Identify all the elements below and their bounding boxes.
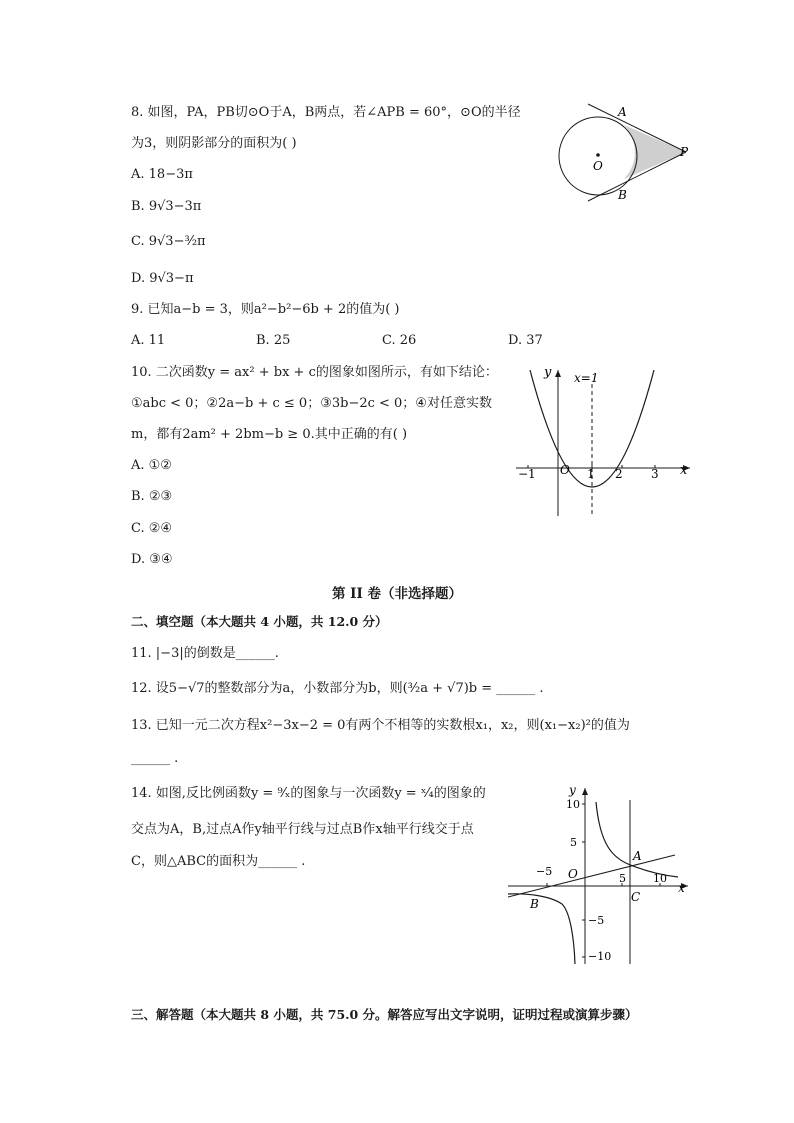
q8-option-c: C. 9√3−³⁄₂π — [131, 234, 206, 249]
q12-stem: 12. 设5−√7的整数部分为a，小数部分为b，则(³⁄₂a + √7)b = ______ . — [131, 681, 544, 696]
q9-option-c: C. 26 — [382, 333, 417, 348]
q10-label-neg1: −1 — [518, 467, 536, 481]
q14-label-a: A — [633, 849, 642, 863]
q8-label-b: B — [618, 188, 627, 202]
q14-stem-line1: 14. 如图,反比例函数y = ⁹⁄ₓ的图象与一次函数y = ˣ⁄₄的图象的 — [131, 786, 486, 801]
q13-stem-line2: ______ . — [131, 751, 179, 766]
q8-stem-line2: 为3，则阴影部分的面积为( ) — [131, 136, 297, 151]
q14-label-c: C — [631, 890, 641, 904]
q10-stem-line1: 10. 二次函数y = ax² + bx + c的图象如图所示，有如下结论： — [131, 365, 498, 380]
q14-function-figure — [500, 782, 700, 972]
q14-label-x10: 10 — [653, 872, 667, 885]
q14-label-xm5: −5 — [536, 865, 553, 878]
q10-parabola-figure — [510, 362, 700, 522]
q10-stem-line3: m，都有2am² + 2bm−b ≥ 0.其中正确的有( ) — [131, 427, 408, 442]
q8-center-dot — [596, 153, 600, 157]
q8-label-o: O — [593, 159, 603, 173]
q8-label-a: A — [618, 105, 627, 119]
q11-stem: 11. |−3|的倒数是______. — [131, 646, 279, 661]
q14-label-y5: 5 — [570, 836, 577, 849]
section2-title: 第 II 卷（非选择题） — [331, 586, 463, 602]
q10-label-o: O — [560, 463, 570, 477]
q10-option-c: C. ②④ — [131, 521, 173, 536]
q10-label-1: 1 — [587, 467, 595, 481]
q9-option-d: D. 37 — [508, 333, 543, 348]
q10-option-d: D. ③④ — [131, 552, 173, 567]
q9-stem: 9. 已知a−b = 3，则a²−b²−6b + 2的值为( ) — [131, 302, 400, 317]
q8-shaded-region — [624, 125, 686, 179]
q10-label-axis: x=1 — [574, 371, 599, 385]
q14-label-o: O — [568, 867, 578, 881]
q14-stem-line2: 交点为A，B,过点A作y轴平行线与过点B作x轴平行线交于点 — [131, 822, 474, 837]
q14-linear-line — [508, 855, 675, 897]
q14-label-ym10: −10 — [588, 950, 612, 963]
q8-circle-tangent-figure — [550, 98, 700, 208]
q14-label-x5: 5 — [619, 872, 626, 885]
q14-stem-line3: C，则△ABC的面积为______ . — [131, 854, 306, 869]
q8-option-b: B. 9√3−3π — [131, 199, 202, 214]
q14-y-arrow — [582, 788, 588, 795]
section3-heading: 三、解答题（本大题共 8 小题，共 75.0 分。解答应写出文字说明，证明过程或演算步骤） — [131, 1007, 638, 1022]
q14-hyperbola-branch1 — [596, 802, 678, 877]
section2-heading: 二、填空题（本大题共 4 小题，共 12.0 分） — [131, 614, 388, 629]
q10-label-x: x — [680, 463, 688, 478]
q14-label-ym5: −5 — [588, 914, 605, 927]
q10-label-3: 3 — [651, 467, 659, 481]
q14-label-b: B — [530, 897, 539, 911]
q13-stem-line1: 13. 已知一元二次方程x²−3x−2 = 0有两个不相等的实数根x₁，x₂，则(x₁−x₂)²的值为 — [131, 718, 630, 733]
q9-option-a: A. 11 — [131, 333, 166, 348]
q10-stem-line2: ①abc < 0；②2a−b + c ≤ 0；③3b−2c < 0；④对任意实数 — [131, 396, 492, 411]
q14-hyperbola-branch2 — [508, 894, 575, 964]
q10-label-y: y — [544, 365, 552, 380]
q8-option-d: D. 9√3−π — [131, 271, 194, 286]
q14-label-y: y — [569, 783, 576, 797]
q10-option-b: B. ②③ — [131, 489, 173, 504]
q8-stem-line1: 8. 如图，PA，PB切⊙O于A，B两点，若∠APB = 60°，⊙O的半径 — [131, 105, 521, 120]
q10-option-a: A. ①② — [131, 458, 172, 473]
q8-option-a: A. 18−3π — [131, 167, 193, 182]
q10-y-arrow — [555, 370, 561, 377]
q8-label-p: P — [680, 145, 689, 159]
q9-option-b: B. 25 — [256, 333, 291, 348]
q14-label-y10: 10 — [566, 798, 580, 811]
q10-label-2: 2 — [615, 467, 623, 481]
q14-label-x: x — [678, 881, 685, 895]
